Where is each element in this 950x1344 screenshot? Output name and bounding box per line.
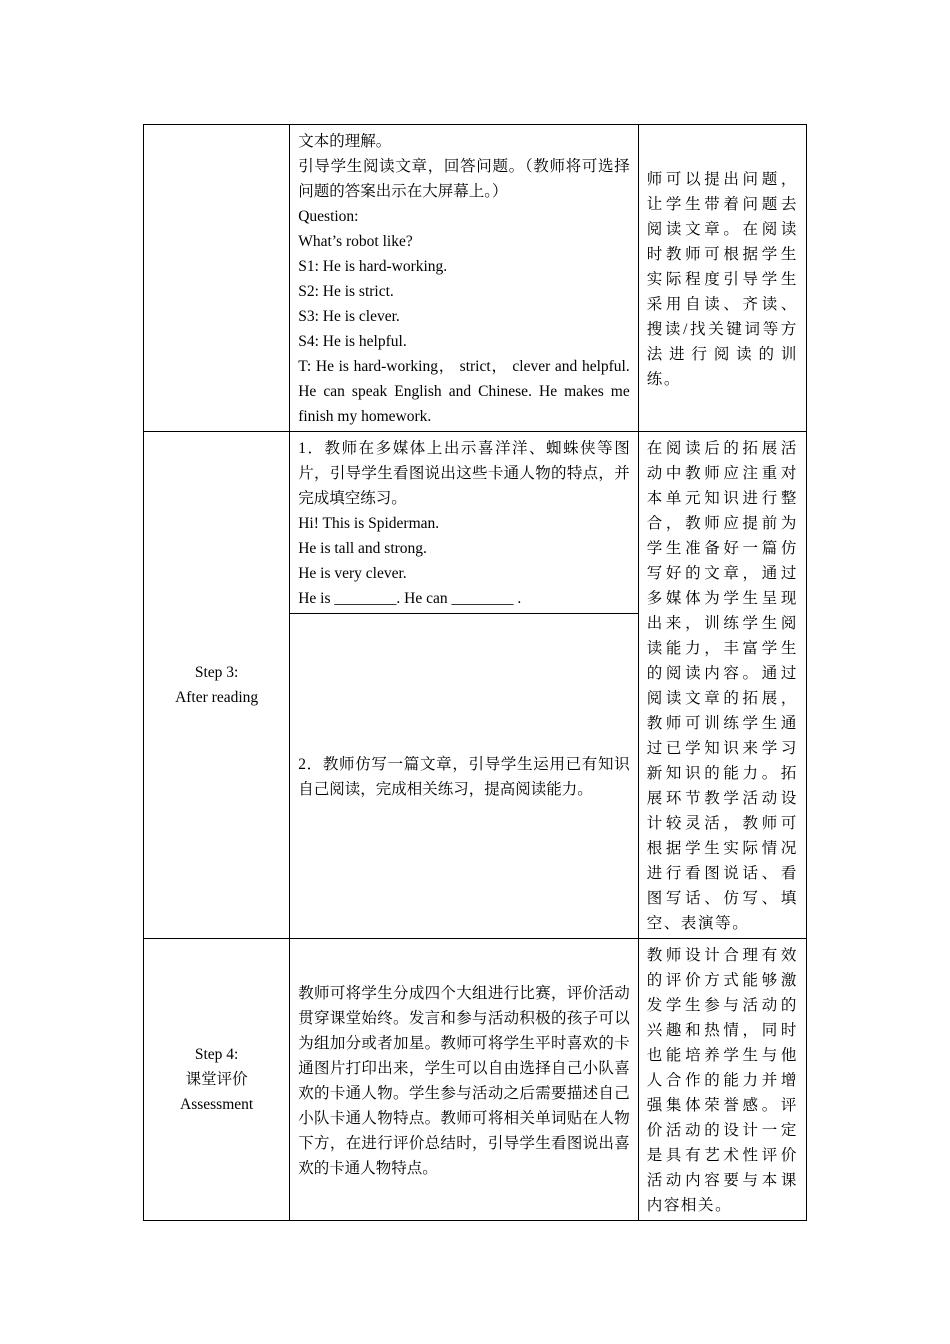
note-text: 师可以提出问题，让学生带着问题去阅读文章。在阅读时教师可根据学生实际程度引导学生采用自读、齐读、搜读/找关键词等方法进行阅读的训练。 [646, 170, 798, 388]
step-cell [144, 939, 290, 1221]
table-row [144, 125, 807, 432]
content-cell [290, 614, 639, 939]
content-line: S2: He is strict. [298, 283, 394, 300]
content-text: 教师可将学生分成四个大组进行比赛，评价活动贯穿课堂始终。发言和参与活动积极的孩子可以为组加分或者加星。教师可将学生平时喜欢的卡通图片打印出来，学生可以自由选择自己小队喜欢的卡通人物。学生参与活动之后需要描述自己小队卡通人物特点。教师可将相关单词贴在人物下方，在进行评价总结时，引导学生看图说出喜欢的卡通人物特点。 [298, 984, 630, 1177]
content-line: What’s robot like? [298, 233, 413, 250]
content-line: T: He is hard-working， strict， clever and helpful. He can speak English and Chinese. He makes me finish my homework. [298, 358, 630, 425]
note-text: 教师设计合理有效的评价方式能够激发学生参与活动的兴趣和热情，同时也能培养学生与他人合作的能力并增强集体荣誉感。评价活动的设计一定是具有艺术性评价活动内容要与本课内容相关。 [646, 947, 798, 1214]
content-line: He is ________. He can ________ . [298, 590, 522, 607]
content-cell [290, 939, 639, 1221]
content-line: He is very clever. [298, 565, 407, 582]
step-title-cn: 课堂评价 [185, 1071, 248, 1088]
step-title: After reading [175, 689, 259, 706]
content-text: 2．教师仿写一篇文章，引导学生运用已有知识自己阅读，完成相关练习，提高阅读能力。 [298, 756, 630, 799]
note-cell [638, 432, 806, 939]
content-line: S3: He is clever. [298, 308, 400, 325]
content-line: Question: [298, 208, 359, 225]
content-line: 文本的理解。 [298, 133, 392, 150]
step-cell [144, 432, 290, 939]
note-cell [638, 125, 806, 432]
content-cell [290, 432, 639, 614]
content-line: S4: He is helpful. [298, 333, 407, 350]
lesson-plan-table [143, 124, 807, 1221]
step-label: Step 3: [194, 664, 239, 681]
step-label: Step 4: [194, 1046, 239, 1063]
note-text: 在阅读后的拓展活动中教师应注重对本单元知识进行整合，教师应提前为学生准备好一篇仿写好的文章，通过多媒体为学生呈现出来，训练学生阅读能力，丰富学生的阅读内容。通过阅读文章的拓展，教师可训练学生通过已学知识来学习新知识的能力。拓展环节教学活动设计较灵活，教师可根据学生实际情况进行看图说话、看图写话、仿写、填空、表演等。 [646, 440, 798, 932]
content-line: He is tall and strong. [298, 540, 427, 557]
table-row [144, 432, 807, 614]
content-line: 引导学生阅读文章，回答问题。（教师将可选择问题的答案出示在大屏幕上。） [298, 158, 630, 200]
table-row [144, 939, 807, 1221]
content-cell [290, 125, 639, 432]
step-title-en: Assessment [180, 1096, 254, 1113]
note-cell [638, 939, 806, 1221]
step-cell-empty [144, 125, 290, 432]
content-line: 1．教师在多媒体上出示喜洋洋、蜘蛛侠等图片，引导学生看图说出这些卡通人物的特点，并完成填空练习。 [298, 440, 630, 507]
content-line: S1: He is hard-working. [298, 258, 448, 275]
content-line: Hi! This is Spiderman. [298, 515, 440, 532]
